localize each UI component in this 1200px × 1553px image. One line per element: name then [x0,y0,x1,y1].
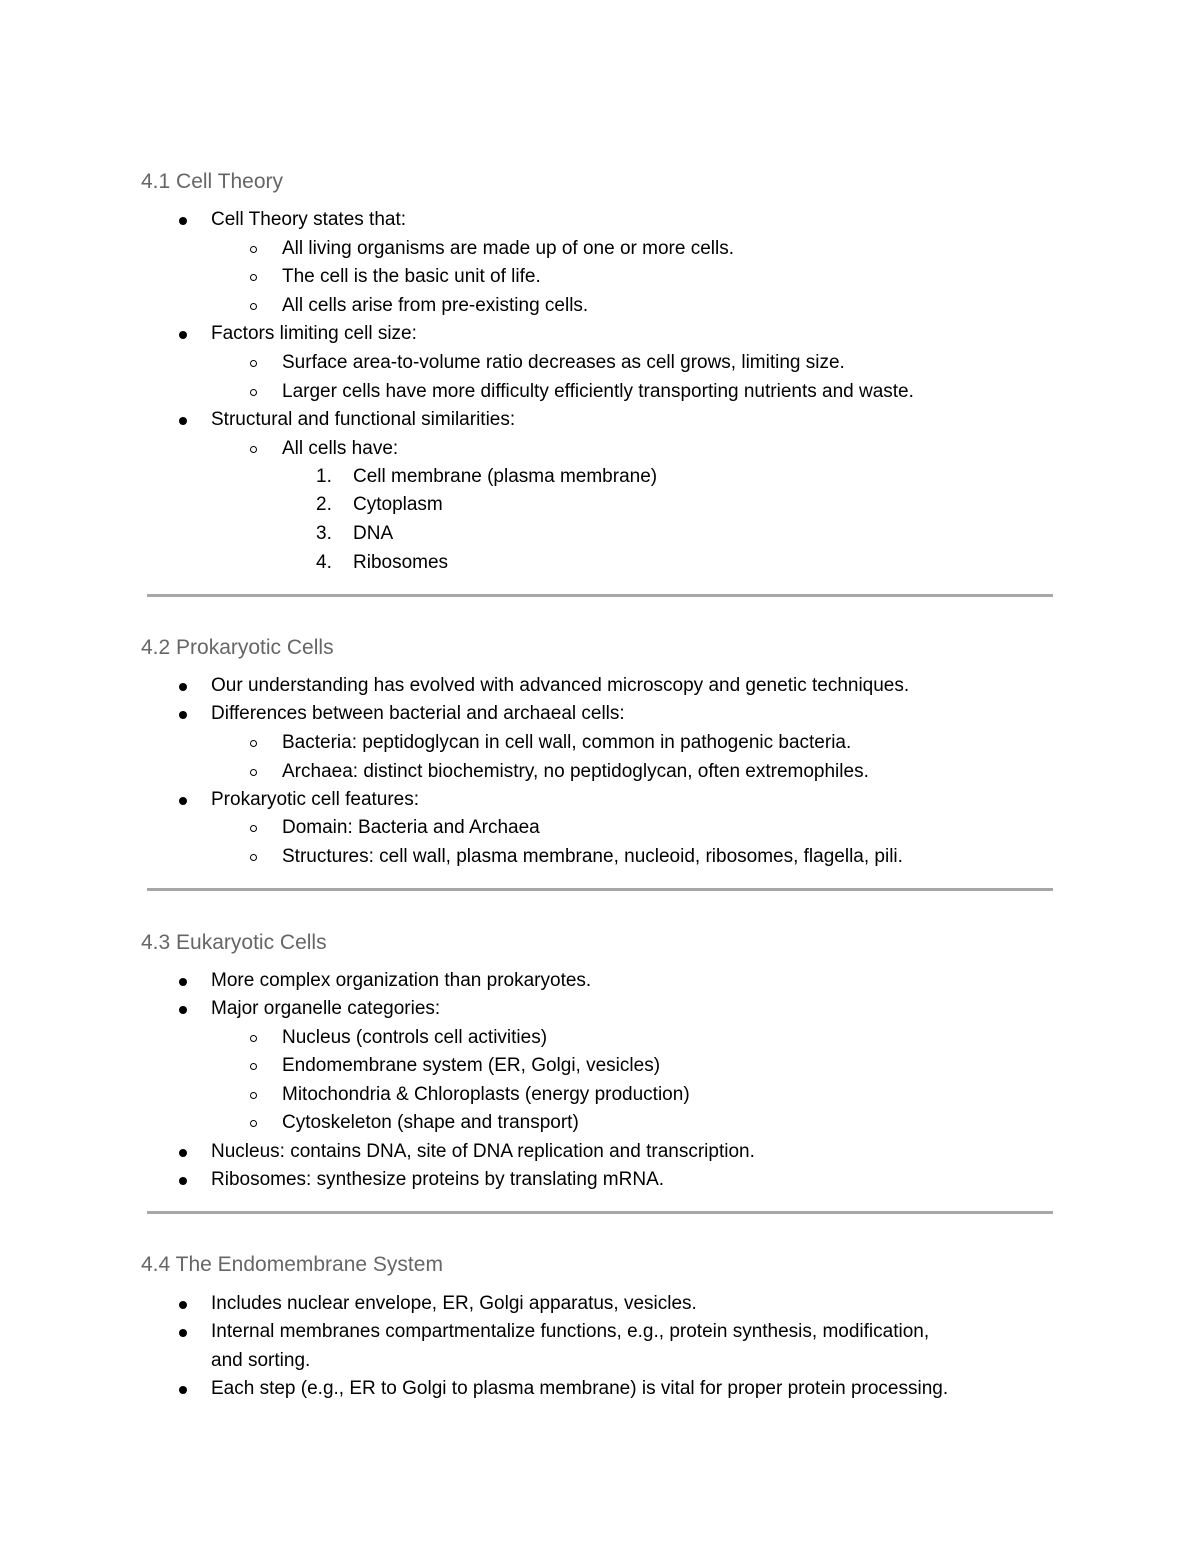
list-item: Mitochondria & Chloroplasts (energy production) [282,1084,690,1105]
section-heading-4-3: 4.3 Eukaryotic Cells [141,931,327,954]
list-item: Prokaryotic cell features: [211,789,420,810]
list-item: Nucleus: contains DNA, site of DNA replication and transcription. [211,1141,755,1162]
list-item-continuation: and sorting. [211,1350,311,1371]
list-item: Internal membranes compartmentalize functions, e.g., protein synthesis, modification, [211,1321,930,1342]
list-item: Domain: Bacteria and Archaea [282,817,540,838]
bullet-disc [179,1177,187,1185]
list-item: Cytoplasm [353,494,443,515]
list-item: Bacteria: peptidoglycan in cell wall, common in pathogenic bacteria. [282,732,852,753]
section-heading-4-2: 4.2 Prokaryotic Cells [141,636,334,659]
list-item: All cells arise from pre-existing cells. [282,295,589,316]
bullet-disc [179,1386,187,1394]
list-item: Structures: cell wall, plasma membrane, nucleoid, ribosomes, flagella, pili. [282,846,903,867]
list-number: 1. [316,466,332,487]
list-item: Surface area-to-volume ratio decreases as cell grows, limiting size. [282,352,845,373]
list-item: Structural and functional similarities: [211,409,516,430]
list-item: Includes nuclear envelope, ER, Golgi apparatus, vesicles. [211,1293,697,1314]
bullet-disc [179,711,187,719]
list-item: Endomembrane system (ER, Golgi, vesicles) [282,1055,661,1076]
list-number: 2. [316,494,332,515]
bullet-circle [250,854,257,861]
bullet-circle [250,1035,257,1042]
bullet-circle [250,246,257,253]
bullet-circle [250,769,257,776]
list-item: The cell is the basic unit of life. [282,266,541,287]
bullet-disc [179,331,187,339]
bullet-circle [250,303,257,310]
list-item: Nucleus (controls cell activities) [282,1027,548,1048]
bullet-disc [179,978,187,986]
bullet-circle [250,740,257,747]
list-item: Each step (e.g., ER to Golgi to plasma membrane) is vital for proper protein processing. [211,1378,949,1399]
list-number: 4. [316,552,332,573]
list-item: All cells have: [282,438,399,459]
list-item: Cytoskeleton (shape and transport) [282,1112,579,1133]
list-item: More complex organization than prokaryotes. [211,970,592,991]
horizontal-divider [147,888,1053,891]
section-heading-4-1: 4.1 Cell Theory [141,170,284,193]
horizontal-divider [147,1211,1053,1214]
bullet-circle [250,389,257,396]
list-item: Differences between bacterial and archaeal cells: [211,703,625,724]
bullet-circle [250,1092,257,1099]
bullet-circle [250,360,257,367]
list-item: Major organelle categories: [211,998,441,1019]
list-item: Archaea: distinct biochemistry, no peptidoglycan, often extremophiles. [282,761,869,782]
list-item: Cell Theory states that: [211,209,407,230]
bullet-disc [179,417,187,425]
list-number: 3. [316,523,332,544]
bullet-circle [250,274,257,281]
list-item: Larger cells have more difficulty efficiently transporting nutrients and waste. [282,381,914,402]
list-item: Ribosomes: synthesize proteins by translating mRNA. [211,1169,665,1190]
section-heading-4-4: 4.4 The Endomembrane System [141,1253,443,1276]
list-item: DNA [353,523,394,544]
list-item: All living organisms are made up of one or more cells. [282,238,734,259]
bullet-disc [179,1301,187,1309]
bullet-circle [250,1120,257,1127]
list-item: Cell membrane (plasma membrane) [353,466,658,487]
bullet-disc [179,1149,187,1157]
bullet-disc [179,1329,187,1337]
horizontal-divider [147,594,1053,597]
bullet-disc [179,1006,187,1014]
bullet-circle [250,1063,257,1070]
bullet-disc [179,217,187,225]
bullet-disc [179,683,187,691]
bullet-circle [250,446,257,453]
list-item: Our understanding has evolved with advanced microscopy and genetic techniques. [211,675,910,696]
list-item: Factors limiting cell size: [211,323,417,344]
list-item: Ribosomes [353,552,449,573]
bullet-disc [179,797,187,805]
bullet-circle [250,825,257,832]
